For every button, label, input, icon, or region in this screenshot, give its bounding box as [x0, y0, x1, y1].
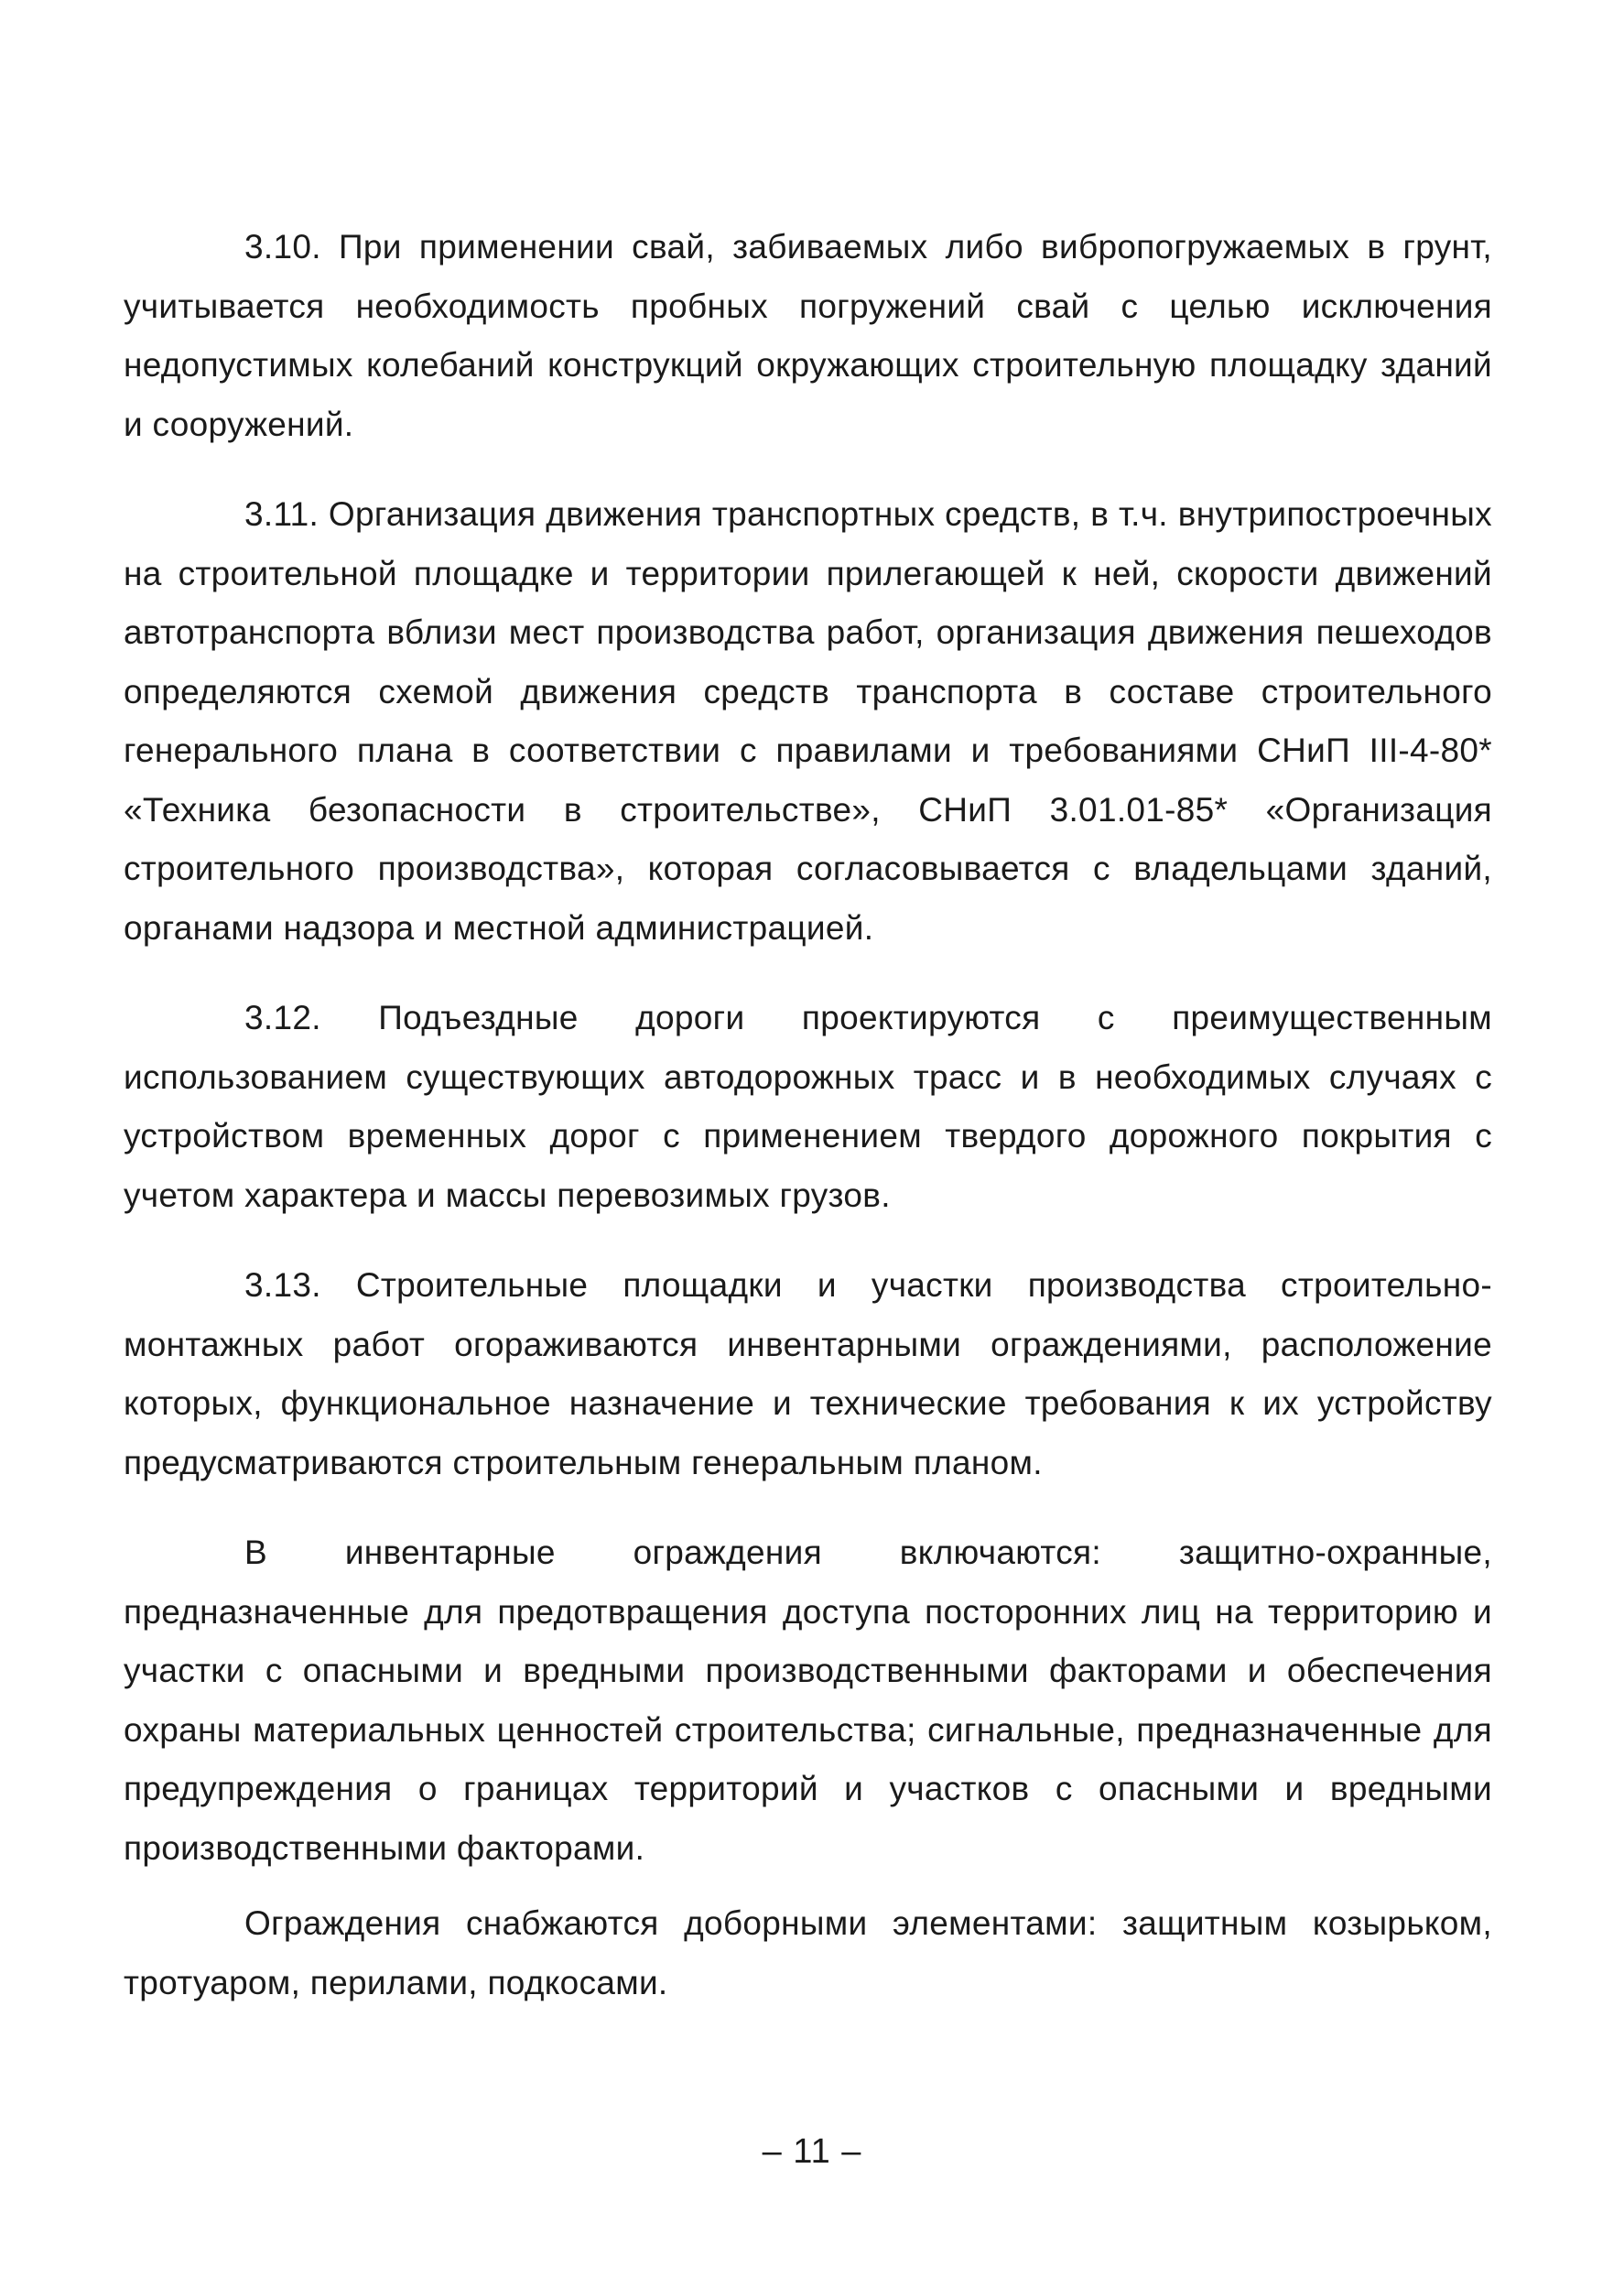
paragraph-inventory-fences: В инвентарные ограждения включаются: защитно-охранные, предназначенные для предотвращения доступа посторонних лиц на территорию и участки с опасными и вредными производственными факторами и обеспечения охраны материальных ценностей строительства; сигнальные, предназначенные для предупреждения о границах территорий и участков с опасными и вредными производственными факторами.: [124, 1534, 1492, 1867]
paragraph-fence-elements: Ограждения снабжаются доборными элементами: защитным козырьком, тротуаром, перилами, подкосами.: [124, 1904, 1492, 2001]
paragraph-3-11: 3.11. Организация движения транспортных средств, в т.ч. внутрипостроечных на строительной площадке и территории прилегающей к ней, скорости движений автотранспорта вблизи мест производства работ, организация движения пешеходов определяются схемой движения средств транспорта в составе строительного генерального плана в соответствии с правилами и требованиями СНиП III-4-80* «Техника безопасности в строительстве», СНиП 3.01.01-85* «Организация строительного производства», которая согласовывается с владельцами зданий, органами надзора и местной администрацией.: [124, 495, 1492, 947]
paragraph-3-13: 3.13. Строительные площадки и участки производства строительно-монтажных работ огораживаются инвентарными ограждениями, расположение которых, функциональное назначение и технические требования к их устройству предусматриваются строительным генеральным планом.: [124, 1266, 1492, 1481]
paragraph-3-10: 3.10. При применении свай, забиваемых либо вибропогружаемых в грунт, учитывается необходимость пробных погружений свай с целью исключения недопустимых колебаний конструкций окружающих строительную площадку зданий и сооружений.: [124, 228, 1492, 443]
page-number: – 11 –: [762, 2132, 862, 2171]
body-text: [124, 218, 1492, 2012]
paragraph-3-12: 3.12. Подъездные дороги проектируются с преимущественным использованием существующих автодорожных трасс и в необходимых случаях с устройством временных дорог с применением твердого дорожного покрытия с учетом характера и массы перевозимых грузов.: [124, 999, 1492, 1214]
